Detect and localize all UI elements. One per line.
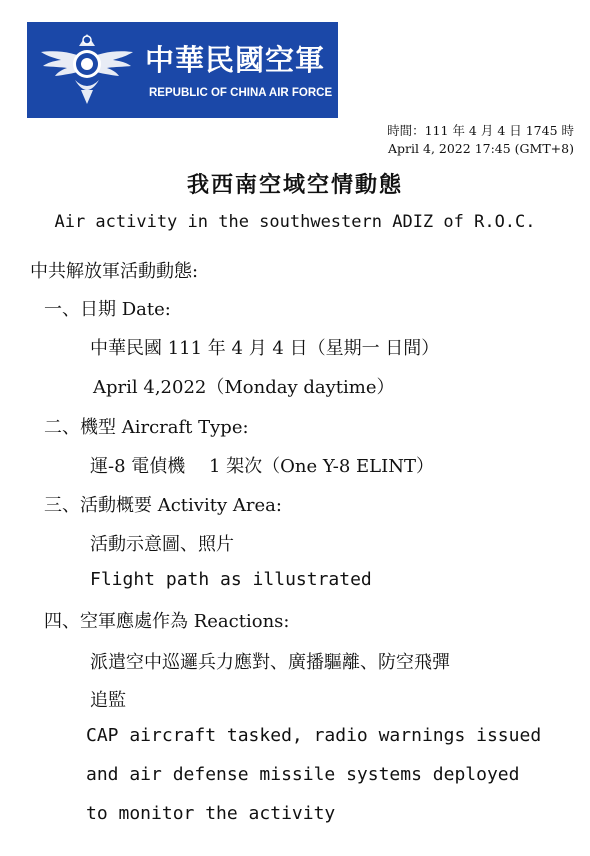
reactions-chinese-line-1: 派遣空中巡邏兵力應對、廣播驅離、防空飛彈 bbox=[90, 652, 450, 673]
reactions-english-line-1: CAP aircraft tasked, radio warnings issued bbox=[86, 725, 542, 746]
activity-area-chinese: 活動示意圖、照片 bbox=[90, 534, 234, 555]
aircraft-heading: 二、機型 Aircraft Type: bbox=[44, 417, 249, 438]
date-heading: 一、日期 Date: bbox=[44, 299, 171, 320]
activity-area-heading: 三、活動概要 Activity Area: bbox=[44, 495, 282, 516]
timestamp-chinese: 時間：111 年 4 月 4 日 1745 時 bbox=[387, 123, 574, 138]
date-chinese: 中華民國 111 年 4 月 4 日（星期一 日間） bbox=[90, 338, 440, 359]
brand-name-english: REPUBLIC OF CHINA AIR FORCE bbox=[149, 87, 333, 99]
intro-heading: 中共解放軍活動動態: bbox=[30, 261, 199, 282]
reactions-heading: 四、空軍應處作為 Reactions: bbox=[44, 611, 290, 632]
brand-name-chinese: 中華民國空軍 bbox=[145, 43, 326, 77]
activity-area-english: Flight path as illustrated bbox=[90, 569, 372, 590]
page-title-english: Air activity in the southwestern ADIZ of R.O.C. bbox=[54, 212, 536, 232]
air-force-banner bbox=[27, 22, 338, 118]
page-title-chinese: 我西南空域空情動態 bbox=[186, 172, 403, 198]
timestamp-english: April 4, 2022 17:45 (GMT+8) bbox=[388, 141, 574, 156]
reactions-chinese-line-2: 追監 bbox=[90, 690, 126, 711]
reactions-english-line-3: to monitor the activity bbox=[86, 803, 336, 824]
air-force-emblem-icon bbox=[39, 30, 135, 110]
date-english: April 4,2022（Monday daytime） bbox=[93, 377, 395, 398]
reactions-english-line-2: and air defense missile systems deployed bbox=[86, 764, 520, 785]
aircraft-value: 運-8 電偵機 1 架次（One Y-8 ELINT） bbox=[90, 456, 434, 477]
